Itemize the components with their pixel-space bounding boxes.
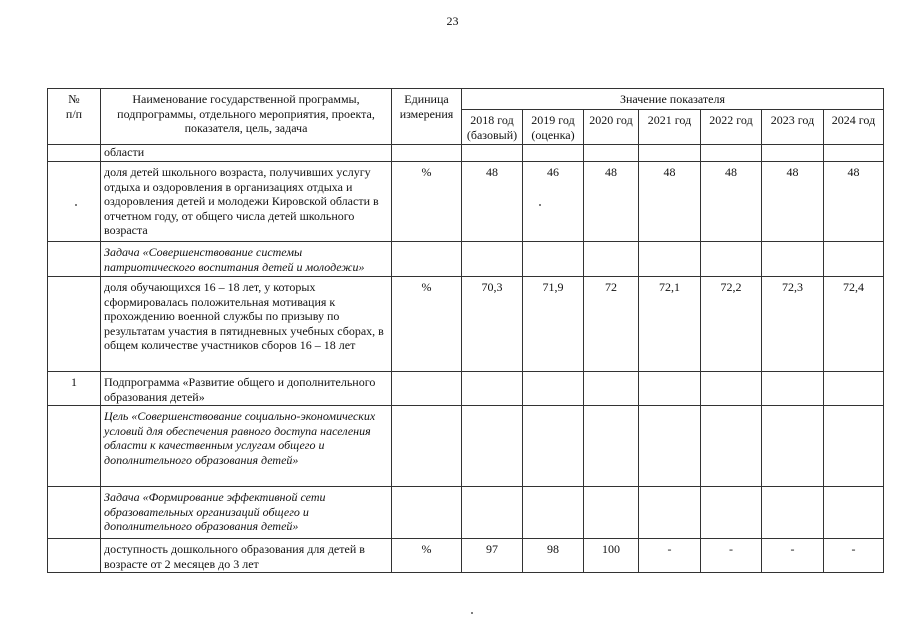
row-unit: % [392, 277, 462, 372]
row-value: 100 [584, 539, 639, 573]
row-value [639, 406, 701, 487]
row-value [701, 487, 762, 539]
row-name: доля обучающихся 16 – 18 лет, у которых сформировалась положительная мотивация к прохождению военной службы по призыву по результатам участия в пятидневных учебных сборах, в общем количестве участников сборов 16 – 18 лет [101, 277, 392, 372]
row-value [523, 145, 584, 162]
header-year: 2020 год [584, 110, 639, 145]
row-value [824, 242, 884, 277]
row-num [48, 406, 101, 487]
header-year: 2022 год [701, 110, 762, 145]
row-value: 70,3 [462, 277, 523, 372]
page-number: 23 [446, 14, 459, 28]
table-row [48, 406, 884, 487]
row-num: 1 [48, 372, 101, 406]
scan-speck [539, 204, 541, 206]
row-value: 71,9 [523, 277, 584, 372]
row-value: 72 [584, 277, 639, 372]
row-value [762, 242, 824, 277]
row-name: доступность дошкольного образования для детей в возрасте от 2 месяцев до 3 лет [101, 539, 392, 573]
row-unit [392, 487, 462, 539]
row-value [462, 242, 523, 277]
row-value [701, 145, 762, 162]
row-unit: % [392, 539, 462, 573]
row-value: 48 [824, 162, 884, 242]
row-value [762, 145, 824, 162]
row-unit: % [392, 162, 462, 242]
row-value [639, 145, 701, 162]
header-year: 2023 год [762, 110, 824, 145]
row-value [639, 487, 701, 539]
header-name: Наименование государственной программы, подпрограммы, отдельного мероприятия, проекта, показателя, цель, задача [101, 89, 392, 145]
table-row [48, 539, 884, 573]
header-num: № п/п [48, 89, 101, 145]
table-row [48, 145, 884, 162]
table-row [48, 487, 884, 539]
row-value [584, 145, 639, 162]
row-value [762, 372, 824, 406]
row-value [462, 145, 523, 162]
row-num [48, 145, 101, 162]
row-value: 98 [523, 539, 584, 573]
row-value [523, 406, 584, 487]
row-value: 72,3 [762, 277, 824, 372]
row-unit [392, 145, 462, 162]
row-value: 72,2 [701, 277, 762, 372]
row-num [48, 487, 101, 539]
row-unit [392, 242, 462, 277]
row-value [584, 406, 639, 487]
row-value [762, 487, 824, 539]
table-row [48, 277, 884, 372]
header-year: 2019 год (оценка) [523, 110, 584, 145]
row-value [701, 406, 762, 487]
row-value: 48 [762, 162, 824, 242]
row-value [824, 372, 884, 406]
table-row [48, 162, 884, 242]
row-value [462, 487, 523, 539]
row-value [584, 487, 639, 539]
row-value: 46 [523, 162, 584, 242]
row-value: - [639, 539, 701, 573]
row-num [48, 539, 101, 573]
row-value [462, 406, 523, 487]
row-value [462, 372, 523, 406]
row-value [523, 487, 584, 539]
task-heading: Задача «Формирование эффективной сети образовательных организаций общего и дополнительного образования детей» [101, 487, 392, 539]
row-unit [392, 406, 462, 487]
row-value [824, 487, 884, 539]
row-value [639, 372, 701, 406]
row-value [584, 242, 639, 277]
row-name: области [101, 145, 392, 162]
row-num [48, 277, 101, 372]
table-row [48, 372, 884, 406]
row-value [584, 372, 639, 406]
subprogram-heading: Подпрограмма «Развитие общего и дополнительного образования детей» [101, 372, 392, 406]
row-value: 97 [462, 539, 523, 573]
row-value: 48 [639, 162, 701, 242]
scan-speck [75, 204, 77, 206]
row-value [523, 242, 584, 277]
header-year: 2018 год (базовый) [462, 110, 523, 145]
scan-speck [471, 612, 473, 614]
row-num [48, 242, 101, 277]
indicators-table [47, 88, 884, 573]
header-values-group: Значение показателя [462, 89, 884, 110]
row-value: 48 [584, 162, 639, 242]
row-value [762, 406, 824, 487]
row-value: 72,1 [639, 277, 701, 372]
task-heading: Задача «Совершенствование системы патриотического воспитания детей и молодежи» [101, 242, 392, 277]
row-value: 48 [701, 162, 762, 242]
header-year: 2021 год [639, 110, 701, 145]
row-value [523, 372, 584, 406]
row-value: - [701, 539, 762, 573]
row-value: 72,4 [824, 277, 884, 372]
row-value: - [762, 539, 824, 573]
row-value [701, 242, 762, 277]
table-row [48, 242, 884, 277]
goal-heading: Цель «Совершенствование социально-экономических условий для обеспечения равного доступа населения области к качественным услугам общего и дополнительного образования детей» [101, 406, 392, 487]
header-unit: Единица измерения [392, 89, 462, 145]
row-value [824, 406, 884, 487]
row-value [701, 372, 762, 406]
header-year: 2024 год [824, 110, 884, 145]
row-num [48, 162, 101, 242]
row-value [824, 145, 884, 162]
row-value: 48 [462, 162, 523, 242]
row-value: - [824, 539, 884, 573]
row-unit [392, 372, 462, 406]
row-name: доля детей школьного возраста, получивших услугу отдыха и оздоровления в организациях отдыха и оздоровления детей и молодежи Кировской области в отчетном году, от общего числа детей школьного возраста [101, 162, 392, 242]
row-value [639, 242, 701, 277]
